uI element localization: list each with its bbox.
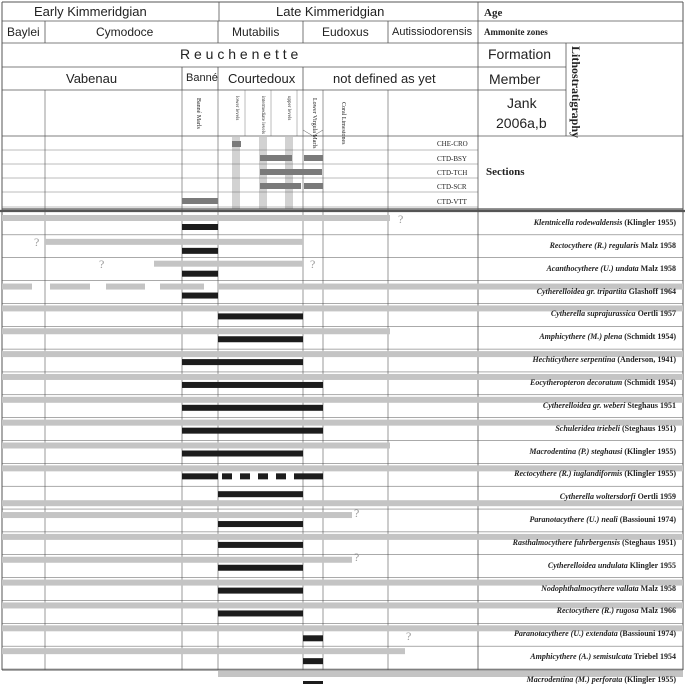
range-bar-black [182, 382, 323, 388]
species-genus: Rasthalmocythere fuhrbergensis [512, 537, 620, 547]
ammonite-zones-label: Ammonite zones [484, 27, 548, 37]
species-label [534, 219, 676, 227]
member-banne: Banné [186, 72, 218, 84]
species-genus: Acanthocythere (U.) undata [546, 263, 639, 273]
species-label [530, 653, 676, 661]
range-bar-black [294, 473, 323, 479]
species-label [530, 516, 676, 524]
species-label [530, 379, 676, 387]
member-courtedoux: Courtedoux [228, 71, 296, 86]
range-bar-black [182, 224, 218, 230]
range-bar-black [218, 610, 303, 616]
range-bar-gray [2, 215, 390, 221]
range-bar-gray [160, 284, 204, 290]
species-label [532, 356, 676, 364]
section-name: CTD-VTT [437, 198, 467, 206]
species-author: (Anderson, 1941) [615, 355, 676, 365]
species-genus: Cytherella woltersdorfi [559, 492, 636, 502]
species-author: Steghaus 1951 [625, 400, 676, 410]
zone-mutabilis: Mutabilis [232, 25, 280, 39]
range-bar-black [182, 248, 218, 254]
species-genus: Cytherelloidea undulata [547, 560, 628, 570]
species-label [537, 288, 676, 296]
species-label [551, 310, 676, 318]
member-label: Member [489, 71, 541, 87]
species-label [513, 539, 676, 547]
reference-author: Jank [507, 95, 537, 111]
range-bar-black [218, 565, 303, 571]
species-label [557, 607, 676, 615]
uncertain-range-marker: ? [99, 257, 105, 271]
range-bar-black [218, 588, 303, 594]
range-bar-gray [106, 284, 145, 290]
range-bar-black [182, 451, 303, 457]
range-bar-black [218, 336, 303, 342]
species-author: Malz 1966 [638, 606, 676, 616]
species-author: Klingler 1955 [627, 560, 676, 570]
range-bar-black [218, 542, 303, 548]
range-bar-black [218, 491, 303, 497]
species-label [529, 448, 676, 456]
species-author: (Schmidt 1954) [622, 332, 676, 342]
range-bar-gray [2, 284, 32, 290]
species-label [546, 265, 676, 273]
species-genus: Klentnicella rodewaldensis [533, 218, 623, 227]
species-genus: Amphicythere (A.) semisulcata [530, 652, 632, 662]
section-bar [260, 155, 292, 161]
species-author: Malz 1958 [638, 263, 676, 273]
species-genus: Cytherella suprajurassica [550, 309, 636, 319]
member-vabenau: Vabenau [66, 71, 118, 86]
species-label [543, 402, 676, 410]
range-bar-black [258, 473, 268, 479]
species-genus: Rectocythere (R.) rugosa [556, 606, 639, 616]
species-author: (Steghaus 1951) [619, 423, 676, 433]
section-name: CTD-BSY [437, 155, 467, 163]
species-author: (Klingler 1955) [622, 218, 676, 227]
zone-baylei: Baylei [7, 25, 40, 39]
uncertain-range-marker: ? [354, 506, 360, 520]
section-name: CTD-SCR [437, 183, 467, 191]
sections-title: Sections [486, 166, 525, 178]
subunit-lower-virgula-marls: Lower Virgula Marls [311, 98, 317, 149]
range-bar-gray [2, 443, 390, 449]
range-bar-gray [154, 261, 303, 267]
section-bar [260, 183, 301, 189]
range-bar-black [182, 473, 218, 479]
section-bar [182, 198, 218, 204]
section-bar [260, 169, 322, 175]
species-author: (Schmidt 1954) [622, 377, 676, 387]
species-label [514, 470, 676, 478]
range-bar-black [218, 521, 303, 527]
formation-label: Formation [488, 46, 552, 62]
species-author: Malz 1958 [638, 583, 676, 593]
range-bar-black [240, 473, 250, 479]
species-genus: Hechticythere serpentina [532, 355, 616, 365]
species-genus: Schuleridea triebeli [555, 423, 620, 433]
section-bar [304, 183, 323, 189]
subunit-banne-marls: Banné Marls [195, 98, 201, 129]
species-genus: Rectocythere (R.) regularis [549, 240, 639, 250]
range-bar-gray [50, 284, 90, 290]
species-genus: Amphicythere (M.) plena [539, 332, 623, 342]
lithostratigraphy-label: Lithostratigraphy [569, 46, 583, 139]
species-author: (Steghaus 1951) [619, 537, 676, 547]
uncertain-range-marker: ? [34, 235, 40, 249]
uncertain-range-marker: ? [398, 212, 404, 226]
uncertain-range-marker: ? [310, 257, 316, 271]
late-kimmeridgian-label: Late Kimmeridgian [276, 4, 385, 19]
species-label [550, 242, 676, 250]
species-label [514, 630, 676, 638]
range-bar-gray [2, 512, 352, 518]
species-genus: Cytherelloidea gr. weberi [542, 400, 626, 410]
range-bar-black [303, 658, 323, 664]
range-bar-black [276, 473, 286, 479]
species-genus: Macrodentina (P.) steghausi [529, 446, 623, 456]
member-not-defined: not defined as yet [333, 71, 436, 86]
range-bar-black [182, 271, 218, 277]
species-label [539, 333, 676, 341]
range-bar-gray [2, 557, 352, 563]
species-author: (Klingler 1955) [622, 675, 676, 684]
species-label [527, 676, 676, 684]
species-author: (Bassiouni 1974) [617, 629, 676, 639]
range-bar-black [218, 313, 303, 319]
range-bar-gray [2, 648, 405, 654]
section-column [232, 137, 240, 209]
species-genus: Macrodentina (M.) perforata [526, 675, 623, 684]
species-genus: Eocytheropteron decoratum [530, 377, 623, 387]
subunit-lower-levels: lower levels [234, 96, 239, 121]
section-bar [304, 155, 323, 161]
uncertain-range-marker: ? [406, 629, 412, 643]
species-label [555, 425, 676, 433]
species-author: Glashoff 1964 [626, 286, 676, 296]
species-label [548, 562, 676, 570]
age-label: Age [484, 7, 503, 19]
range-bar-black [303, 635, 323, 641]
species-author: Oertli 1959 [635, 492, 676, 502]
early-kimmeridgian-label: Early Kimmeridgian [34, 4, 147, 19]
species-author: (Klingler 1955) [622, 469, 676, 479]
species-author: Oertli 1957 [635, 309, 676, 319]
species-author: (Bassiouni 1974) [617, 515, 676, 525]
range-bar-black [182, 428, 323, 434]
species-author: Triebel 1954 [631, 652, 676, 662]
zone-autissiodorensis: Autissiodorensis [392, 26, 473, 38]
species-genus: Nodophthalmocythere vallata [541, 583, 639, 593]
species-author: (Klingler 1955) [622, 446, 676, 456]
range-bar-black [182, 359, 303, 365]
subunit-upper-levels: upper levels [286, 96, 291, 121]
section-name: CHE-CRO [437, 140, 468, 148]
species-label [541, 585, 676, 593]
species-genus: Cytherelloidea gr. tripartita [536, 286, 627, 296]
subunit-intermediate-levels: intermediate levels [260, 96, 265, 134]
species-label [560, 493, 676, 501]
reference-year: 2006a,b [496, 115, 547, 131]
species-genus: Rectocythere (R.) iuglandiformis [514, 469, 623, 479]
uncertain-range-marker: ? [354, 550, 360, 564]
species-genus: Paranotacythere (U.) extendata [514, 629, 618, 639]
zone-cymodoce: Cymodoce [96, 25, 154, 39]
species-genus: Paranotacythere (U.) neali [529, 515, 618, 525]
section-bar [232, 141, 241, 147]
subunit-coral-limestones: Coral Limestones [340, 102, 346, 145]
species-author: Malz 1958 [638, 240, 676, 250]
range-bar-gray [2, 328, 390, 334]
range-bar-black [182, 405, 323, 411]
section-name: CTD-TCH [437, 169, 468, 177]
range-bar-black [222, 473, 232, 479]
formation-name: R e u c h e n e t t e [180, 46, 299, 62]
range-bar-gray [45, 239, 303, 245]
zone-eudoxus: Eudoxus [322, 25, 369, 39]
range-bar-black [182, 293, 218, 299]
